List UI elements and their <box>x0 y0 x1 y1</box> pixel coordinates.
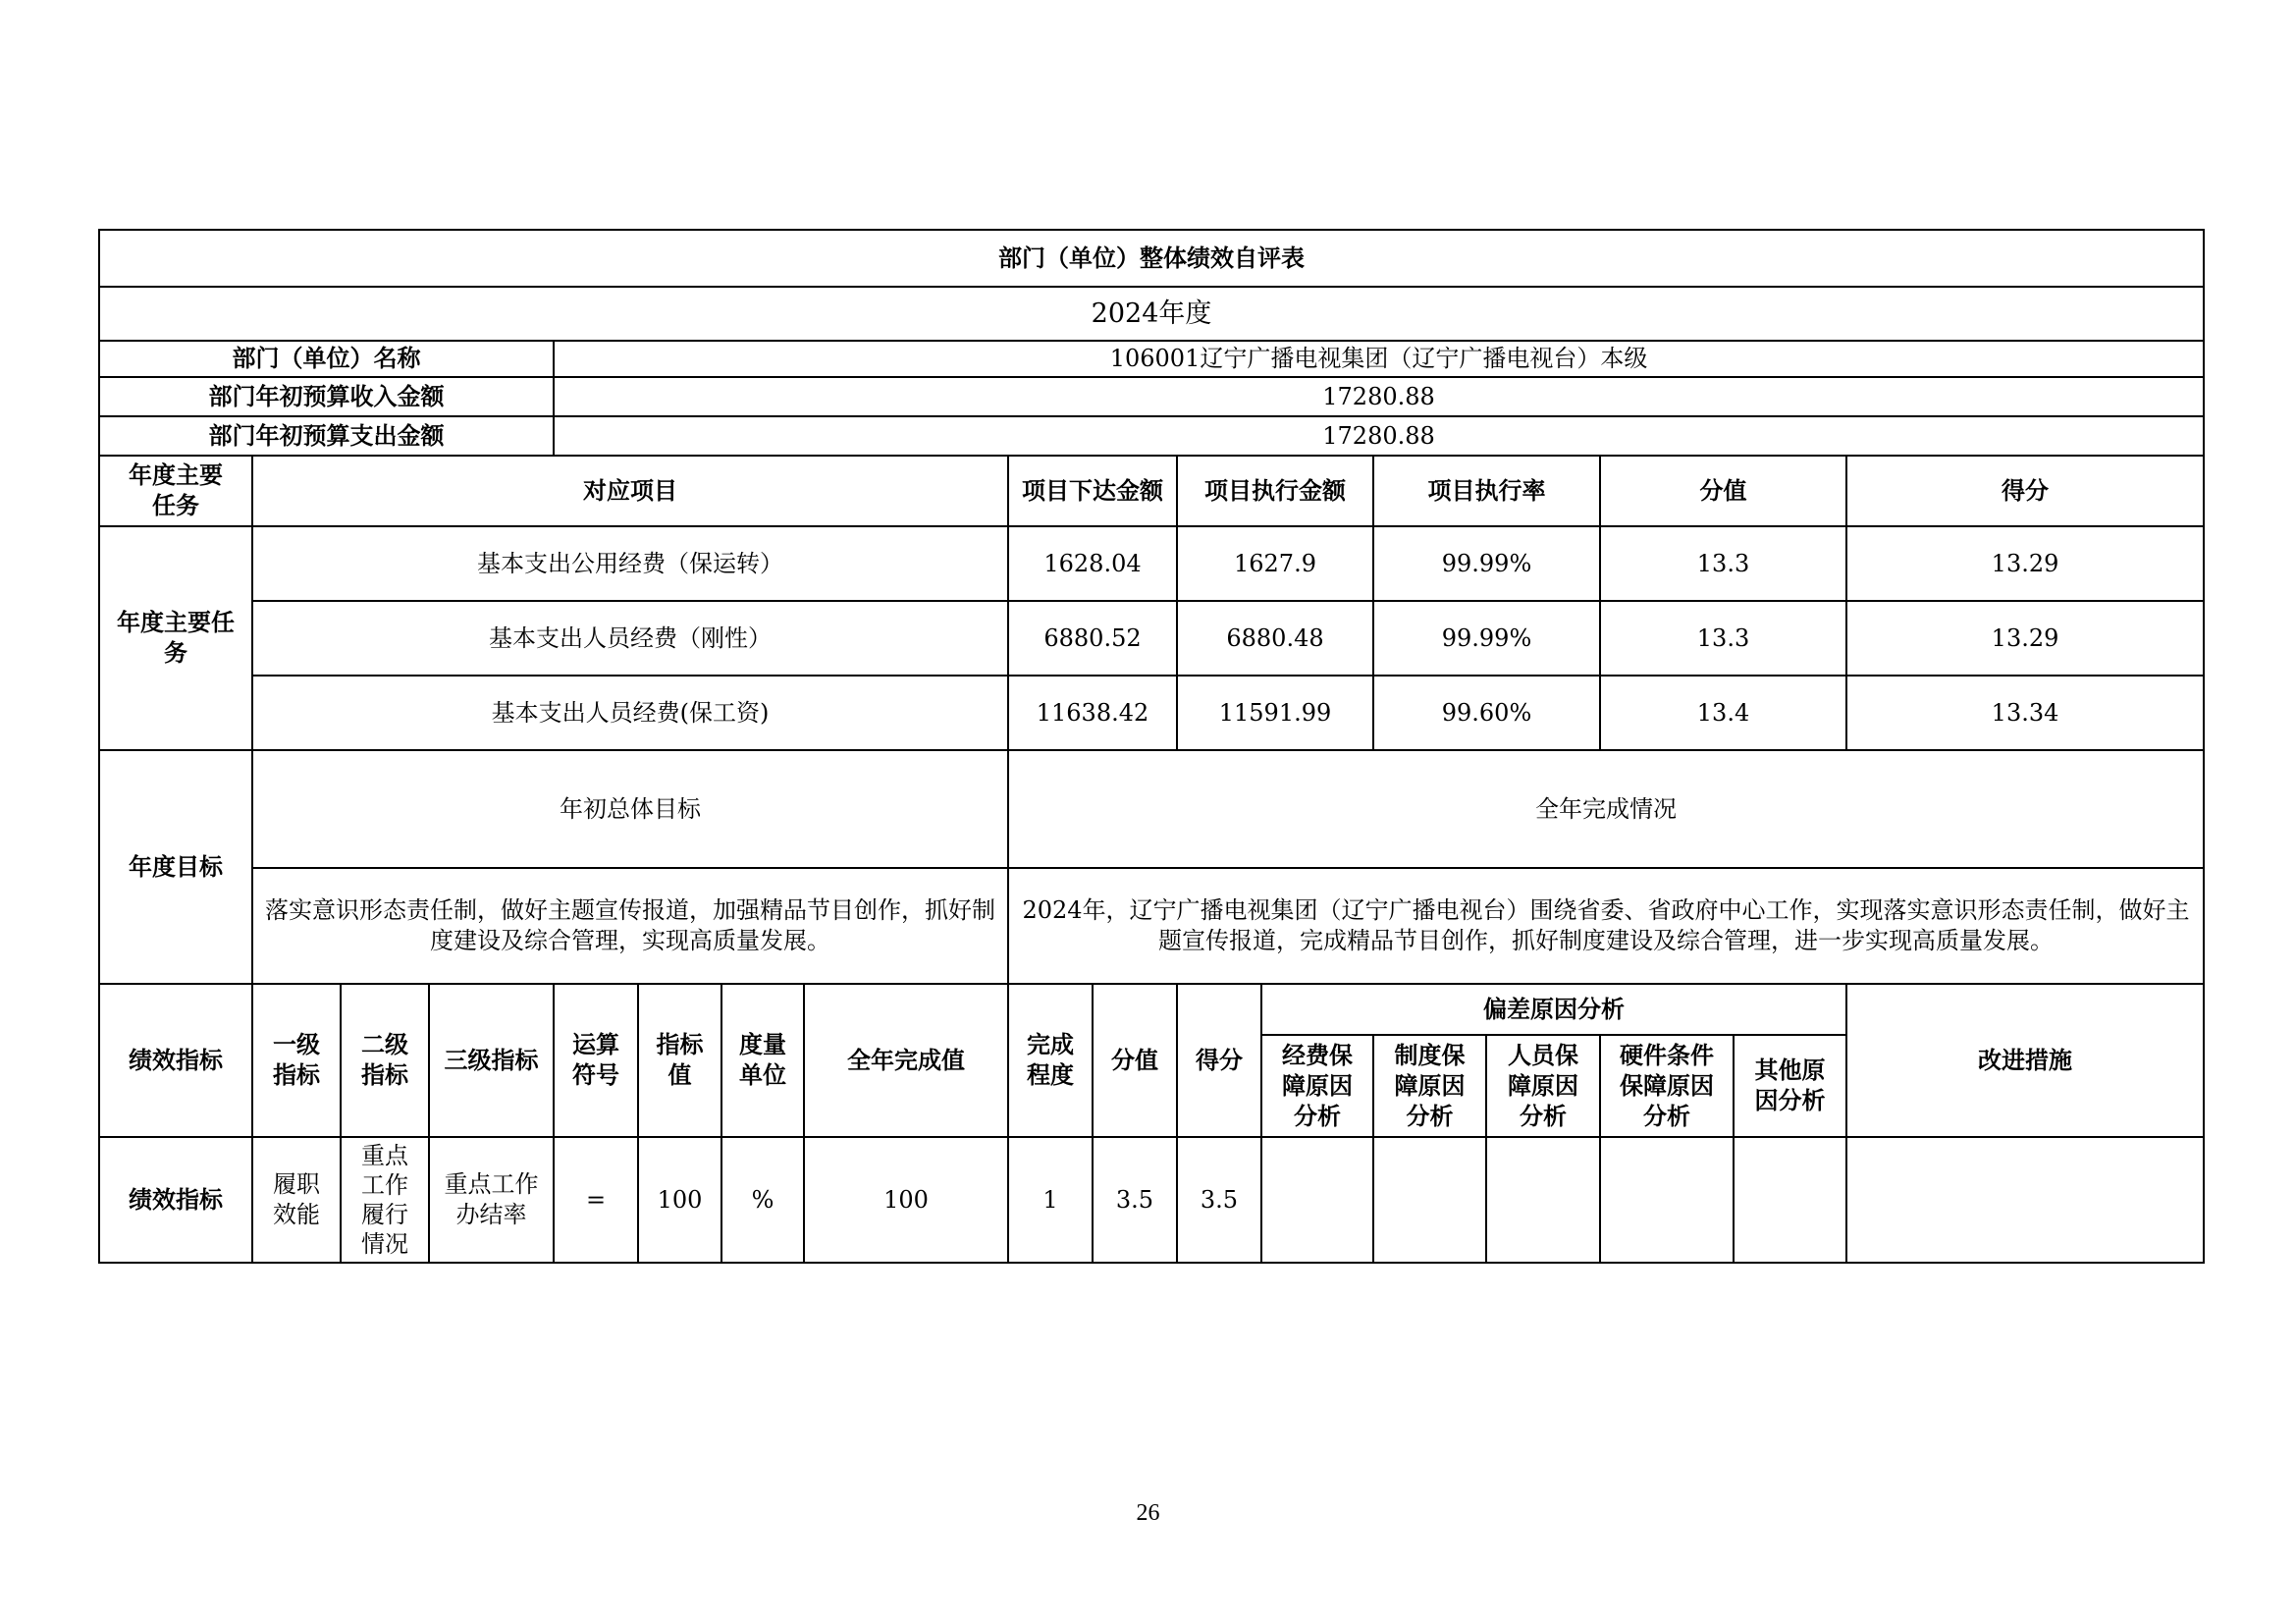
h-level1: 一级 指标 <box>252 984 341 1137</box>
h-score: 得分 <box>1177 984 1261 1137</box>
dept-name-value: 106001辽宁广播电视集团（辽宁广播电视台）本级 <box>554 341 2204 377</box>
h-level2: 二级 指标 <box>341 984 429 1137</box>
h-operator: 运算 符号 <box>554 984 638 1137</box>
task-executed: 11591.99 <box>1177 676 1373 750</box>
indicator-dev-hardware <box>1600 1137 1734 1263</box>
indicator-level2: 重点 工作 履行 情况 <box>341 1137 429 1263</box>
task-project: 基本支出人员经费(保工资) <box>252 676 1008 750</box>
indicators-label: 绩效指标 <box>99 984 252 1137</box>
h-improve: 改进措施 <box>1846 984 2204 1137</box>
col-score: 得分 <box>1846 456 2204 526</box>
h-unit: 度量 单位 <box>721 984 804 1137</box>
goals-initial-header: 年初总体目标 <box>252 750 1008 868</box>
indicator-dev-system <box>1373 1137 1486 1263</box>
indicator-dev-other <box>1734 1137 1846 1263</box>
task-rate: 99.60% <box>1373 676 1600 750</box>
tasks-header-label: 年度主要 任务 <box>99 456 252 526</box>
evaluation-form <box>98 229 2203 1264</box>
task-executed: 1627.9 <box>1177 526 1373 601</box>
goals-completion-text: 2024年，辽宁广播电视集团（辽宁广播电视台）围绕省委、省政府中心工作，实现落实意识形态责任制，做好主题宣传报道，完成精品节目创作，抓好制度建设及综合管理，进一步实现高质量发展。 <box>1008 868 2204 984</box>
budget-income-label: 部门年初预算收入金额 <box>99 377 554 416</box>
indicator-target: 100 <box>638 1137 721 1263</box>
year-label: 2024年度 <box>99 287 2204 341</box>
h-degree: 完成 程度 <box>1008 984 1093 1137</box>
h-dev-system: 制度保 障原因 分析 <box>1373 1035 1486 1137</box>
indicator-level1: 履职 效能 <box>252 1137 341 1263</box>
indicator-unit: % <box>721 1137 804 1263</box>
indicator-level3: 重点工作 办结率 <box>429 1137 554 1263</box>
dept-name-label: 部门（单位）名称 <box>99 341 554 377</box>
goals-label: 年度目标 <box>99 750 252 984</box>
col-executed: 项目执行金额 <box>1177 456 1373 526</box>
col-rate: 项目执行率 <box>1373 456 1600 526</box>
col-allocated: 项目下达金额 <box>1008 456 1177 526</box>
table-row <box>99 676 2204 750</box>
h-dev-staff: 人员保 障原因 分析 <box>1486 1035 1600 1137</box>
task-rate: 99.99% <box>1373 601 1600 676</box>
indicator-improve <box>1846 1137 2204 1263</box>
h-dev-hardware: 硬件条件 保障原因 分析 <box>1600 1035 1734 1137</box>
budget-expense-label: 部门年初预算支出金额 <box>99 416 554 456</box>
task-allocated: 6880.52 <box>1008 601 1177 676</box>
indicator-score: 3.5 <box>1177 1137 1261 1263</box>
task-score-value: 13.3 <box>1600 526 1846 601</box>
task-score-value: 13.3 <box>1600 601 1846 676</box>
h-score-value: 分值 <box>1093 984 1177 1137</box>
indicator-degree: 1 <box>1008 1137 1093 1263</box>
task-score-value: 13.4 <box>1600 676 1846 750</box>
col-score-value: 分值 <box>1600 456 1846 526</box>
task-score: 13.29 <box>1846 526 2204 601</box>
tasks-row-label: 年度主要任 务 <box>99 526 252 750</box>
indicator-score-value: 3.5 <box>1093 1137 1177 1263</box>
h-dev-other: 其他原 因分析 <box>1734 1035 1846 1137</box>
task-allocated: 1628.04 <box>1008 526 1177 601</box>
indicator-dev-staff <box>1486 1137 1600 1263</box>
h-level3: 三级指标 <box>429 984 554 1137</box>
form-table <box>98 229 2205 1264</box>
task-project: 基本支出公用经费（保运转） <box>252 526 1008 601</box>
budget-expense-value: 17280.88 <box>554 416 2204 456</box>
h-target: 指标 值 <box>638 984 721 1137</box>
task-project: 基本支出人员经费（刚性） <box>252 601 1008 676</box>
table-row <box>99 526 2204 601</box>
indicator-operator: = <box>554 1137 638 1263</box>
form-title: 部门（单位）整体绩效自评表 <box>99 230 2204 287</box>
h-deviation: 偏差原因分析 <box>1261 984 1846 1035</box>
budget-income-value: 17280.88 <box>554 377 2204 416</box>
task-rate: 99.99% <box>1373 526 1600 601</box>
col-project: 对应项目 <box>252 456 1008 526</box>
goals-initial-text: 落实意识形态责任制，做好主题宣传报道，加强精品节目创作，抓好制度建设及综合管理，实现高质量发展。 <box>252 868 1008 984</box>
table-row <box>99 601 2204 676</box>
task-allocated: 11638.42 <box>1008 676 1177 750</box>
indicator-dev-funding <box>1261 1137 1373 1263</box>
indicator-actual: 100 <box>804 1137 1008 1263</box>
h-actual: 全年完成值 <box>804 984 1008 1137</box>
goals-completion-header: 全年完成情况 <box>1008 750 2204 868</box>
h-dev-funding: 经费保 障原因 分析 <box>1261 1035 1373 1137</box>
task-executed: 6880.48 <box>1177 601 1373 676</box>
task-score: 13.29 <box>1846 601 2204 676</box>
table-row <box>99 1137 2204 1263</box>
page-number: 26 <box>1136 1500 1160 1526</box>
indicator-row-label: 绩效指标 <box>99 1137 252 1263</box>
task-score: 13.34 <box>1846 676 2204 750</box>
